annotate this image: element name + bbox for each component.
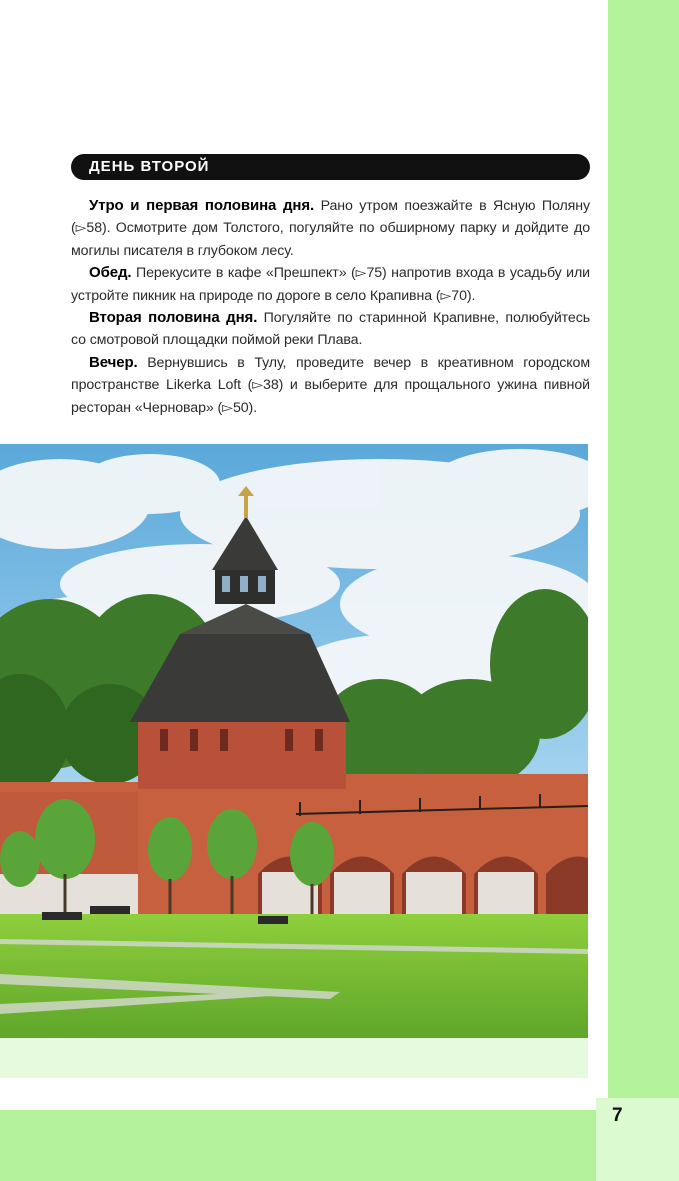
paragraph-evening bbox=[71, 352, 590, 419]
paragraph-body: Перекусите в кафе «Прешпект» (▻75) напротив входа в усадьбу или устройте пикник на природе по дороге в село Крапивна (▻70). bbox=[71, 265, 590, 304]
kremlin-tower-photo bbox=[0, 444, 588, 1038]
paragraph-lead: Вечер. bbox=[89, 353, 138, 371]
paragraph-lead: Утро и первая половина дня. bbox=[89, 197, 315, 214]
page-number: 7 bbox=[612, 1105, 623, 1126]
photo-caption-strip bbox=[0, 1038, 588, 1078]
itinerary-text bbox=[71, 195, 590, 419]
page-number-tab bbox=[596, 1098, 679, 1181]
side-color-strip bbox=[608, 0, 679, 1110]
paragraph-lead: Вторая половина дня. bbox=[89, 309, 258, 327]
paragraph-morning bbox=[71, 195, 590, 262]
paragraph-body: Вернувшись в Тулу, проведите вечер в креативном городском пространстве Likerka Loft (▻38) и выберите для прощального ужина пивной ресторан «Черновар» (▻50). bbox=[71, 354, 590, 416]
paragraph-body: Рано утром поезжайте в Ясную Поляну (▻58). Осмотрите дом Толстого, погуляйте по обширному парку и дойдите до могилы писателя в глубоком лесу. bbox=[71, 198, 590, 259]
paragraph-body: Погуляйте по старинной Крапивне, полюбуйтесь со смотровой площадки поймой реки Плава. bbox=[71, 310, 590, 349]
paragraph-lead: Обед. bbox=[89, 264, 132, 282]
paragraph-lunch bbox=[71, 262, 590, 307]
bottom-color-band bbox=[0, 1110, 596, 1181]
paragraph-afternoon bbox=[71, 307, 590, 352]
section-heading: ДЕНЬ ВТОРОЙ bbox=[71, 154, 590, 180]
